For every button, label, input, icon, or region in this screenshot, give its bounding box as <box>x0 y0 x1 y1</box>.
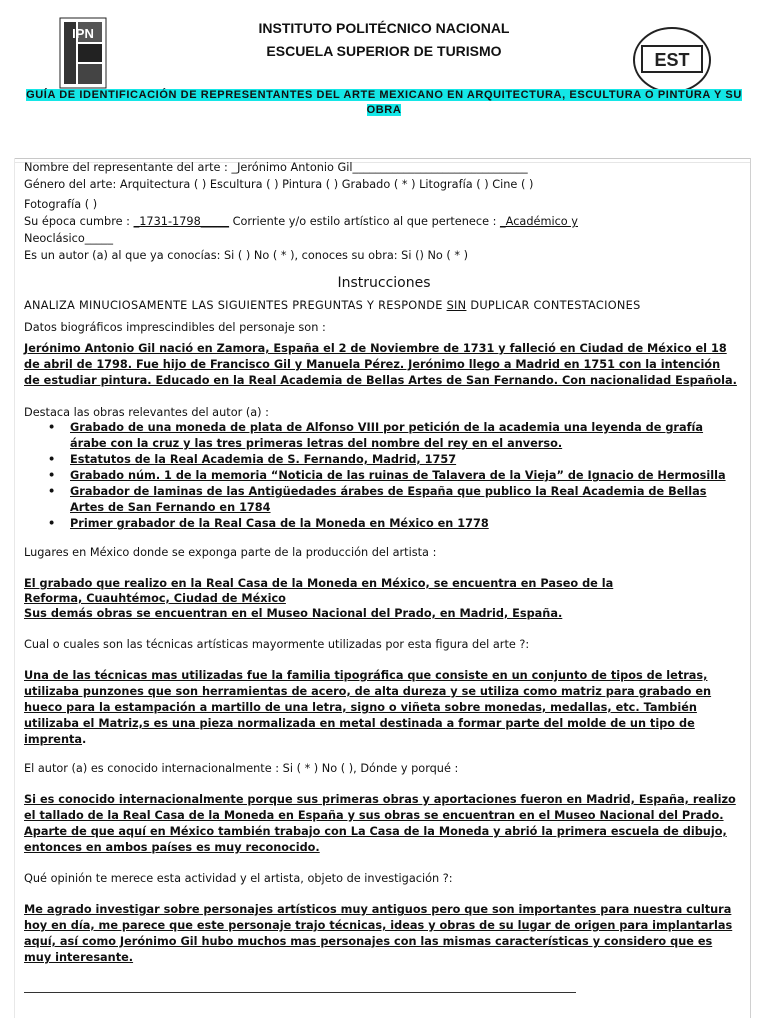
lugares-answer-1: El grabado que realizo en la Real Casa de la Moneda en México, se encuentra en Paseo de la <box>24 577 614 590</box>
obra-item: • Primer grabador de la Real Casa de la Moneda en México en 1778 <box>70 516 738 532</box>
obra-item: • Estatutos de la Real Academia de S. Fernando, Madrid, 1757 <box>70 452 738 468</box>
institution-name: INSTITUTO POLITÉCNICO NACIONAL <box>258 20 510 36</box>
tecnicas-question: Cual o cuales son las técnicas artísticas mayormente utilizadas por esta figura del arte ?: <box>24 638 530 651</box>
lugares-question: Lugares en México donde se exponga parte de la producción del artista : <box>24 546 437 559</box>
obras-list <box>24 420 738 532</box>
instructions-lead: ANALIZA MINUCIOSAMENTE LAS SIGUIENTES PREGUNTAS Y RESPONDE SIN DUPLICAR CONTESTACIONES <box>24 299 641 312</box>
lugares-answer-2: Reforma, Cuauhtémoc, Ciudad de México <box>24 592 286 605</box>
obras-question: Destaca las obras relevantes del autor (a) : <box>24 406 269 419</box>
bio-question: Datos biográficos imprescindibles del personaje son : <box>24 321 326 334</box>
signature-line <box>24 992 576 993</box>
internacional-answer: Si es conocido internacionalmente porque sus primeras obras y aportaciones fueron en Madrid, España, realizo el tallado de la Real Casa de la Moneda en España y sus obras se encuentran en el Museo Nacional del Prado. Aparte de que aquí en México también trabajo con La Casa de la Moneda y abrió la primera escuela de dibujo, entonces en ambos países es muy reconocido. <box>24 793 736 854</box>
opinion-answer: Me agrado investigar sobre personajes artísticos muy antiguos pero que son importantes para nuestra cultura hoy en día, me parece que este personaje trajo técnicas, ideas y obras de su lugar de origen para implantarlas aquí, así como Jerónimo Gil hubo muchos mas personajes con las mismas características y considero que es muy interesante. <box>24 903 733 964</box>
conocias-field: Es un autor (a) al que ya conocías: Si ( ) No ( * ), conoces su obra: Si () No ( * ) <box>24 249 469 262</box>
tecnicas-answer: Una de las técnicas mas utilizadas fue la familia tipográfica que consiste en un conjunto de tipos de letras, utilizaba punzones que son herramientas de acero, de alta dureza y se utiliza como matriz para grabado en hueco para la estampación a martillo de una letra, signo o viñeta sobre monedas, medallas, etc. También utilizaba el Matriz,s es una pieza normalizada en metal destinada a formar parte del molde de un tipo de imprenta. <box>24 669 712 746</box>
genero-field: Género del arte: Arquitectura ( ) Escultura ( ) Pintura ( ) Grabado ( * ) Litografía ( ) Cine ( ) <box>24 178 534 191</box>
epoca-field: Su época cumbre : _1731-1798_____ Corriente y/o estilo artístico al que pertenece : _Académico y <box>24 215 578 228</box>
corriente-field-cont: Neoclásico_____ <box>24 232 113 245</box>
obra-item: • Grabado de una moneda de plata de Alfonso VIII por petición de la academia una leyenda de grafía árabe con la cruz y las tres primeras letras del nombre del rey en el anverso. <box>70 420 738 452</box>
obra-item: • Grabado núm. 1 de la memoria “Noticia de las ruinas de Talavera de la Vieja” de Ignacio de Hermosilla <box>70 468 738 484</box>
school-name: ESCUELA SUPERIOR DE TURISMO <box>266 43 502 59</box>
fotografia-field: Fotografía ( ) <box>24 198 98 211</box>
opinion-question: Qué opinión te merece esta actividad y el artista, objeto de investigación ?: <box>24 872 453 885</box>
nombre-field: Nombre del representante del arte : _Jerónimo Antonio Gil_______________________________ <box>24 161 528 174</box>
internacional-question: El autor (a) es conocido internacionalmente : Si ( * ) No ( ), Dónde y porqué : <box>24 762 459 775</box>
svg-text:EST: EST <box>654 50 690 70</box>
obra-item: • Grabador de laminas de las Antigüedades árabes de España que publico la Real Academia de Bellas Artes de San Fernando en 1784 <box>70 484 738 516</box>
form-border-top <box>14 158 750 159</box>
guide-title: GUÍA DE IDENTIFICACIÓN DE REPRESENTANTES DEL ARTE MEXICANO EN ARQUITECTURA, ESCULTURA O PINTURA Y SU OBRA <box>26 89 742 116</box>
instructions-title: Instrucciones <box>337 275 431 291</box>
svg-text:IPN: IPN <box>72 26 94 41</box>
bio-answer: Jerónimo Antonio Gil nació en Zamora, España el 2 de Noviembre de 1731 y falleció en Ciudad de México el 18 de abril de 1798. Fue hijo de Francisco Gil y Manuela Pérez. Jerónimo llego a Madrid en 1751 con la intención de estudiar pintura. Educado en la Real Academia de Bellas Artes de San Fernando. Con nacionalidad Española. <box>24 342 737 387</box>
lugares-answer-3: Sus demás obras se encuentran en el Museo Nacional del Prado, en Madrid, España. <box>24 607 563 620</box>
